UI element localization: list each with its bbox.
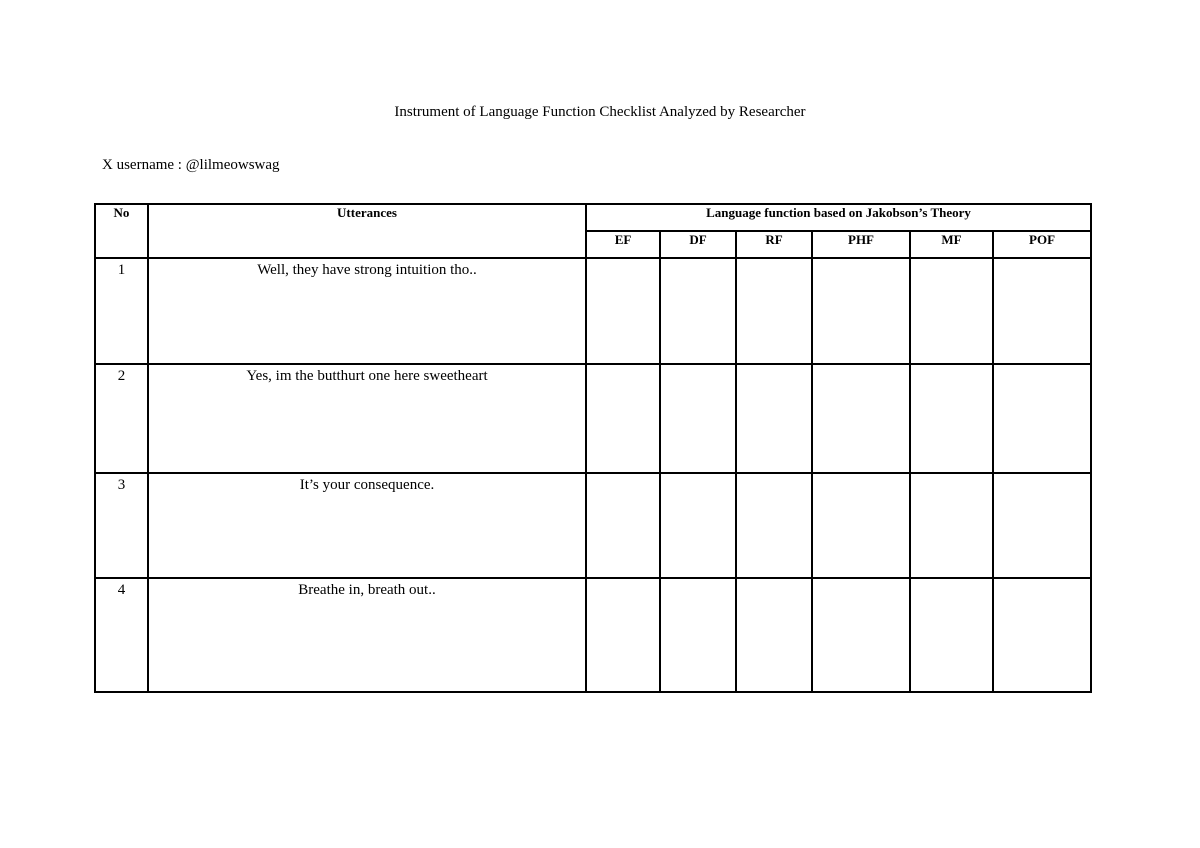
header-mf: MF — [910, 231, 993, 258]
header-ef: EF — [586, 231, 660, 258]
pof-cell[interactable] — [993, 364, 1091, 473]
phf-cell[interactable] — [812, 578, 910, 692]
ef-cell[interactable] — [586, 473, 660, 578]
utterance-text: Well, they have strong intuition tho.. — [148, 258, 586, 364]
table-row — [95, 473, 1091, 578]
ef-cell[interactable] — [586, 578, 660, 692]
document-title: Instrument of Language Function Checklist Analyzed by Researcher — [394, 104, 806, 120]
header-language-function-group: Language function based on Jakobson’s Theory — [586, 204, 1091, 231]
row-number: 1 — [95, 258, 148, 364]
mf-cell[interactable] — [910, 473, 993, 578]
df-cell[interactable] — [660, 578, 736, 692]
phf-cell[interactable] — [812, 258, 910, 364]
pof-cell[interactable] — [993, 258, 1091, 364]
rf-cell[interactable] — [736, 473, 812, 578]
header-pof: POF — [993, 231, 1091, 258]
mf-cell[interactable] — [910, 364, 993, 473]
df-cell[interactable] — [660, 364, 736, 473]
language-function-table — [94, 203, 1092, 693]
table-header-row — [95, 204, 1091, 231]
df-cell[interactable] — [660, 473, 736, 578]
utterance-text: Yes, im the butthurt one here sweetheart — [148, 364, 586, 473]
header-utterances: Utterances — [148, 204, 586, 258]
mf-cell[interactable] — [910, 578, 993, 692]
row-number: 4 — [95, 578, 148, 692]
table-row — [95, 258, 1091, 364]
rf-cell[interactable] — [736, 364, 812, 473]
table-row — [95, 364, 1091, 473]
rf-cell[interactable] — [736, 258, 812, 364]
header-no: No — [95, 204, 148, 258]
phf-cell[interactable] — [812, 473, 910, 578]
rf-cell[interactable] — [736, 578, 812, 692]
pof-cell[interactable] — [993, 578, 1091, 692]
username-line: X username : @lilmeowswag — [102, 157, 280, 173]
header-df: DF — [660, 231, 736, 258]
row-number: 3 — [95, 473, 148, 578]
header-rf: RF — [736, 231, 812, 258]
row-number: 2 — [95, 364, 148, 473]
header-phf: PHF — [812, 231, 910, 258]
mf-cell[interactable] — [910, 258, 993, 364]
pof-cell[interactable] — [993, 473, 1091, 578]
table-row — [95, 578, 1091, 692]
utterance-text: It’s your consequence. — [148, 473, 586, 578]
df-cell[interactable] — [660, 258, 736, 364]
ef-cell[interactable] — [586, 258, 660, 364]
utterance-text: Breathe in, breath out.. — [148, 578, 586, 692]
ef-cell[interactable] — [586, 364, 660, 473]
phf-cell[interactable] — [812, 364, 910, 473]
